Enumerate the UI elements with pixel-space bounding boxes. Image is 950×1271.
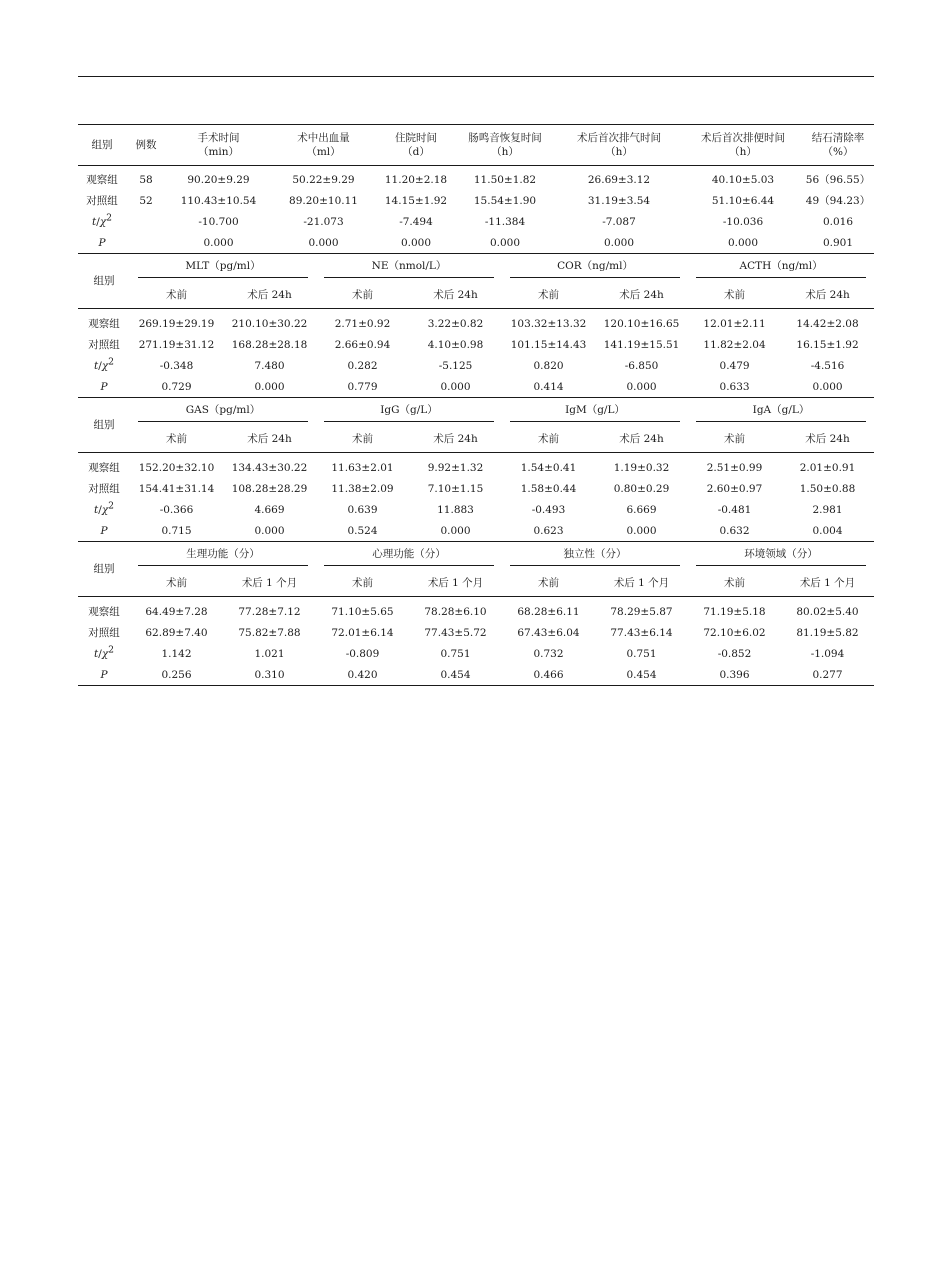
table-cell: -0.348 [159, 359, 194, 372]
table-cell: 134.43±30.22 [231, 461, 308, 474]
table-cell: 269.19±29.19 [138, 317, 215, 330]
sub-header-pre: 术前 [352, 433, 373, 445]
table-cell: -4.516 [810, 359, 845, 372]
table-cell: 15.54±1.90 [473, 194, 537, 207]
table-cell: 0.715 [161, 524, 192, 537]
table-cell: P [98, 236, 106, 249]
sub-header-pre: 术前 [724, 289, 746, 301]
table-row [78, 355, 874, 376]
table-cell: 0.751 [626, 647, 657, 660]
table-cell: 14.42±2.08 [796, 317, 859, 330]
sub-header-post: 术后 24h [247, 433, 292, 445]
table-cell: -0.481 [717, 503, 752, 516]
table-cell: 52 [139, 194, 153, 207]
table-cell: 观察组 [88, 317, 120, 330]
table-cell: 101.15±14.43 [510, 338, 587, 351]
table-cell: 0.000 [308, 236, 339, 249]
sub-header-post: 术后 24h [619, 289, 664, 301]
sub-header-post: 术后 1 个月 [799, 577, 856, 589]
table-cell: 0.256 [161, 668, 192, 681]
column-header: 术后首次排便时间 （h） [701, 132, 785, 158]
table-row [78, 211, 874, 232]
table-cell: 2.71±0.92 [334, 317, 391, 330]
table-cell: 152.20±32.10 [138, 461, 215, 474]
table-cell: 1.142 [161, 647, 192, 660]
sub-header-pre: 术前 [352, 577, 373, 589]
measure-header: 生理功能（分） [130, 542, 316, 570]
table-cell: 4.669 [254, 503, 285, 516]
table-cell: 对照组 [88, 482, 120, 495]
measure-header: GAS（pg/ml） [130, 398, 316, 426]
table-cell: 2.01±0.91 [799, 461, 856, 474]
table-cell: 49（94.23） [805, 194, 871, 207]
table-cell: -1.094 [810, 647, 845, 660]
table-cell: -21.073 [303, 215, 344, 228]
table-row [78, 622, 874, 643]
table-cell: 67.43±6.04 [517, 626, 580, 639]
table-cell: 81.19±5.82 [796, 626, 859, 639]
table-row [78, 499, 874, 520]
table-cell: 0.420 [347, 668, 378, 681]
table-row [78, 334, 874, 355]
table-cell: 0.454 [626, 668, 657, 681]
measure-header: MLT（pg/ml） [130, 254, 316, 282]
table-cell: 31.19±3.54 [587, 194, 651, 207]
column-header: 术后首次排气时间 （h） [577, 132, 661, 158]
table-part-clinical [78, 124, 874, 254]
table-cell: 0.524 [347, 524, 378, 537]
table-cell: 0.396 [719, 668, 750, 681]
table-cell: -11.384 [484, 215, 526, 228]
table-cell: 0.004 [812, 524, 843, 537]
table-cell: 观察组 [88, 461, 120, 474]
table-cell: 68.28±6.11 [517, 605, 580, 618]
sub-header-pre: 术前 [538, 433, 559, 445]
results-table [78, 124, 874, 686]
table-cell: 2.51±0.99 [706, 461, 763, 474]
table-cell: P [100, 524, 108, 537]
table-cell: 对照组 [88, 626, 120, 639]
table-cell: 0.901 [822, 236, 854, 249]
table-cell: -6.850 [624, 359, 659, 372]
table-cell: 72.10±6.02 [703, 626, 766, 639]
table-cell: 0.466 [533, 668, 564, 681]
table-cell: 72.01±6.14 [331, 626, 394, 639]
table-cell: 7.480 [254, 359, 285, 372]
table-cell: 7.10±1.15 [427, 482, 484, 495]
table-cell: 1.021 [254, 647, 285, 660]
table-cell: 51.10±6.44 [711, 194, 775, 207]
table-cell: 0.310 [254, 668, 285, 681]
column-header: 例数 [135, 139, 157, 151]
table-cell: -7.087 [602, 215, 636, 228]
table-row [78, 166, 874, 191]
table-cell: 210.10±30.22 [231, 317, 308, 330]
table-cell: 50.22±9.29 [292, 173, 355, 186]
table-cell: 40.10±5.03 [711, 173, 775, 186]
table-row [78, 376, 874, 398]
table-cell: 90.20±9.29 [187, 173, 250, 186]
measure-header: IgG（g/L） [316, 398, 502, 426]
table-cell: 80.02±5.40 [796, 605, 859, 618]
sub-header-pre: 术前 [724, 577, 745, 589]
table-cell: 0.729 [161, 380, 192, 393]
table-cell: 11.50±1.82 [473, 173, 537, 186]
table-cell: 77.43±6.14 [610, 626, 673, 639]
table-cell: 0.016 [822, 215, 854, 228]
table-cell: 11.63±2.01 [331, 461, 394, 474]
table-cell: 78.28±6.10 [424, 605, 487, 618]
table-cell: 12.01±2.11 [703, 317, 766, 330]
table-cell: 0.639 [347, 503, 378, 516]
sub-header-pre: 术前 [538, 289, 560, 301]
sub-header-post: 术后 1 个月 [241, 577, 298, 589]
table-cell: 62.89±7.40 [145, 626, 208, 639]
column-header: 组别 [91, 139, 113, 151]
table-cell: 78.29±5.87 [610, 605, 673, 618]
table-cell: 108.28±28.29 [231, 482, 308, 495]
column-header: 结石清除率 （%） [811, 132, 865, 158]
table-row [78, 643, 874, 664]
table-cell: -0.809 [345, 647, 380, 660]
measure-header: 心理功能（分） [316, 542, 502, 570]
table-cell: 0.277 [812, 668, 843, 681]
table-row [78, 478, 874, 499]
table-cell: 0.414 [533, 380, 564, 393]
table-cell: 0.000 [203, 236, 234, 249]
table-cell: $t/\chi^2$ [94, 357, 114, 372]
table-cell: -10.036 [722, 215, 764, 228]
table-cell: 0.000 [626, 380, 657, 393]
measure-header: COR（ng/ml） [502, 254, 688, 282]
table-cell: 观察组 [86, 173, 118, 186]
table-cell: 1.54±0.41 [520, 461, 577, 474]
table-cell: 56（96.55） [805, 173, 871, 186]
sub-header-post: 术后 24h [247, 289, 292, 301]
table-cell: 4.10±0.98 [427, 338, 484, 351]
table-cell: P [100, 380, 108, 393]
sub-header-pre: 术前 [538, 577, 559, 589]
table-cell: 71.10±5.65 [331, 605, 394, 618]
table-cell: 0.000 [254, 524, 285, 537]
table-cell: 89.20±10.11 [289, 194, 358, 207]
table-cell: 2.60±0.97 [706, 482, 763, 495]
column-header: 手术时间 （min） [197, 132, 240, 158]
table-cell: 0.732 [533, 647, 564, 660]
measure-header: IgM（g/L） [502, 398, 688, 426]
table-cell: 1.50±0.88 [799, 482, 856, 495]
table-cell: 0.282 [347, 359, 378, 372]
table-cell: $t/\chi^2$ [92, 213, 112, 228]
sub-header-pre: 术前 [166, 577, 187, 589]
table-cell: 64.49±7.28 [145, 605, 208, 618]
table-cell: 0.779 [347, 380, 378, 393]
table-row [78, 190, 874, 211]
table-cell [126, 232, 166, 254]
table-block [78, 398, 874, 542]
table-cell: 11.20±2.18 [384, 173, 448, 186]
table-cell: P [100, 668, 108, 681]
table-cell: $t/\chi^2$ [94, 645, 114, 660]
measure-header: IgA（g/L） [688, 398, 874, 426]
table-row [78, 664, 874, 686]
table-row [78, 309, 874, 335]
sub-header-pre: 术前 [352, 289, 374, 301]
table-cell: 154.41±31.14 [138, 482, 215, 495]
table-cell: 26.69±3.12 [587, 173, 651, 186]
table-block [78, 542, 874, 686]
table-cell: 0.000 [254, 380, 285, 393]
table-cell: -0.493 [531, 503, 566, 516]
group-column-header: 组别 [78, 542, 130, 597]
table-cell: 75.82±7.88 [238, 626, 301, 639]
sub-header-post: 术后 1 个月 [613, 577, 670, 589]
sub-header-post: 术后 1 个月 [427, 577, 484, 589]
measure-header: 独立性（分） [502, 542, 688, 570]
table-cell: 0.000 [489, 236, 521, 249]
table-cell: 0.623 [533, 524, 564, 537]
table-cell: 6.669 [626, 503, 657, 516]
sub-header-post: 术后 24h [805, 289, 850, 301]
measure-header: ACTH（ng/ml） [688, 254, 874, 282]
table-cell: 11.883 [437, 503, 474, 516]
table-cell: 11.38±2.09 [331, 482, 394, 495]
header-divider [78, 76, 874, 77]
table-cell: 0.000 [812, 380, 843, 393]
table-cell: 0.479 [719, 359, 750, 372]
table-cell: 58 [139, 173, 153, 186]
table-cell: 0.820 [533, 359, 564, 372]
table-cell: 观察组 [88, 605, 120, 618]
table-cell: 0.000 [440, 380, 471, 393]
table-cell: 0.633 [719, 380, 750, 393]
table-cell: 3.22±0.82 [427, 317, 484, 330]
table-cell: 1.19±0.32 [613, 461, 670, 474]
table-row [78, 520, 874, 542]
table-cell: 168.28±28.18 [231, 338, 308, 351]
table-cell: 1.58±0.44 [520, 482, 577, 495]
page-header-left [80, 52, 94, 72]
table-cell: 0.000 [400, 236, 432, 249]
table-cell: 0.632 [719, 524, 750, 537]
measure-header: 环境领域（分） [688, 542, 874, 570]
sub-header-pre: 术前 [166, 289, 187, 301]
sub-header-post: 术后 24h [433, 289, 478, 301]
sub-header-pre: 术前 [724, 433, 746, 445]
table-cell: 0.000 [603, 236, 635, 249]
sub-header-pre: 术前 [166, 433, 187, 445]
group-column-header: 组别 [78, 254, 130, 309]
table-cell: 0.000 [440, 524, 471, 537]
table-cell: -0.366 [159, 503, 194, 516]
table-cell: 11.82±2.04 [703, 338, 766, 351]
table-cell: 110.43±10.54 [180, 194, 257, 207]
table-cell: 271.19±31.12 [138, 338, 215, 351]
table-block [78, 254, 874, 398]
table-cell: 2.981 [812, 503, 843, 516]
table-cell: 对照组 [86, 194, 118, 207]
table-cell: 0.80±0.29 [613, 482, 670, 495]
table-cell: 141.19±15.51 [603, 338, 680, 351]
table-cell: -5.125 [438, 359, 473, 372]
column-header: 住院时间 （d） [395, 132, 437, 158]
table-row [78, 232, 874, 254]
table-cell: 120.10±16.65 [603, 317, 680, 330]
sub-header-post: 术后 24h [433, 433, 478, 445]
table-cell: 0.000 [727, 236, 759, 249]
sub-header-post: 术后 24h [805, 433, 850, 445]
column-header: 术中出血量 （ml） [297, 132, 350, 158]
table-cell: -7.494 [399, 215, 433, 228]
group-column-header: 组别 [78, 398, 130, 453]
measure-header: NE（nmol/L） [316, 254, 502, 282]
table-cell: -10.700 [198, 215, 239, 228]
table-cell: 0.000 [626, 524, 657, 537]
table-cell: 14.15±1.92 [384, 194, 448, 207]
table-cell [126, 211, 166, 232]
table-cell: 71.19±5.18 [703, 605, 766, 618]
table-cell: 对照组 [88, 338, 120, 351]
table-cell: 0.751 [440, 647, 471, 660]
table-cell: 77.28±7.12 [238, 605, 301, 618]
references-left [78, 1020, 461, 1022]
table-cell: 9.92±1.32 [427, 461, 484, 474]
table-row [78, 597, 874, 623]
table-cell: 103.32±13.32 [510, 317, 587, 330]
table-cell: 0.454 [440, 668, 471, 681]
table-cell: 16.15±1.92 [796, 338, 859, 351]
table-cell: 2.66±0.94 [334, 338, 391, 351]
table-cell: 77.43±5.72 [424, 626, 487, 639]
sub-header-post: 术后 24h [619, 433, 664, 445]
table-cell: -0.852 [717, 647, 752, 660]
column-header: 肠鸣音恢复时间 （h） [468, 132, 542, 158]
table-cell: $t/\chi^2$ [94, 501, 114, 516]
table-row [78, 453, 874, 479]
